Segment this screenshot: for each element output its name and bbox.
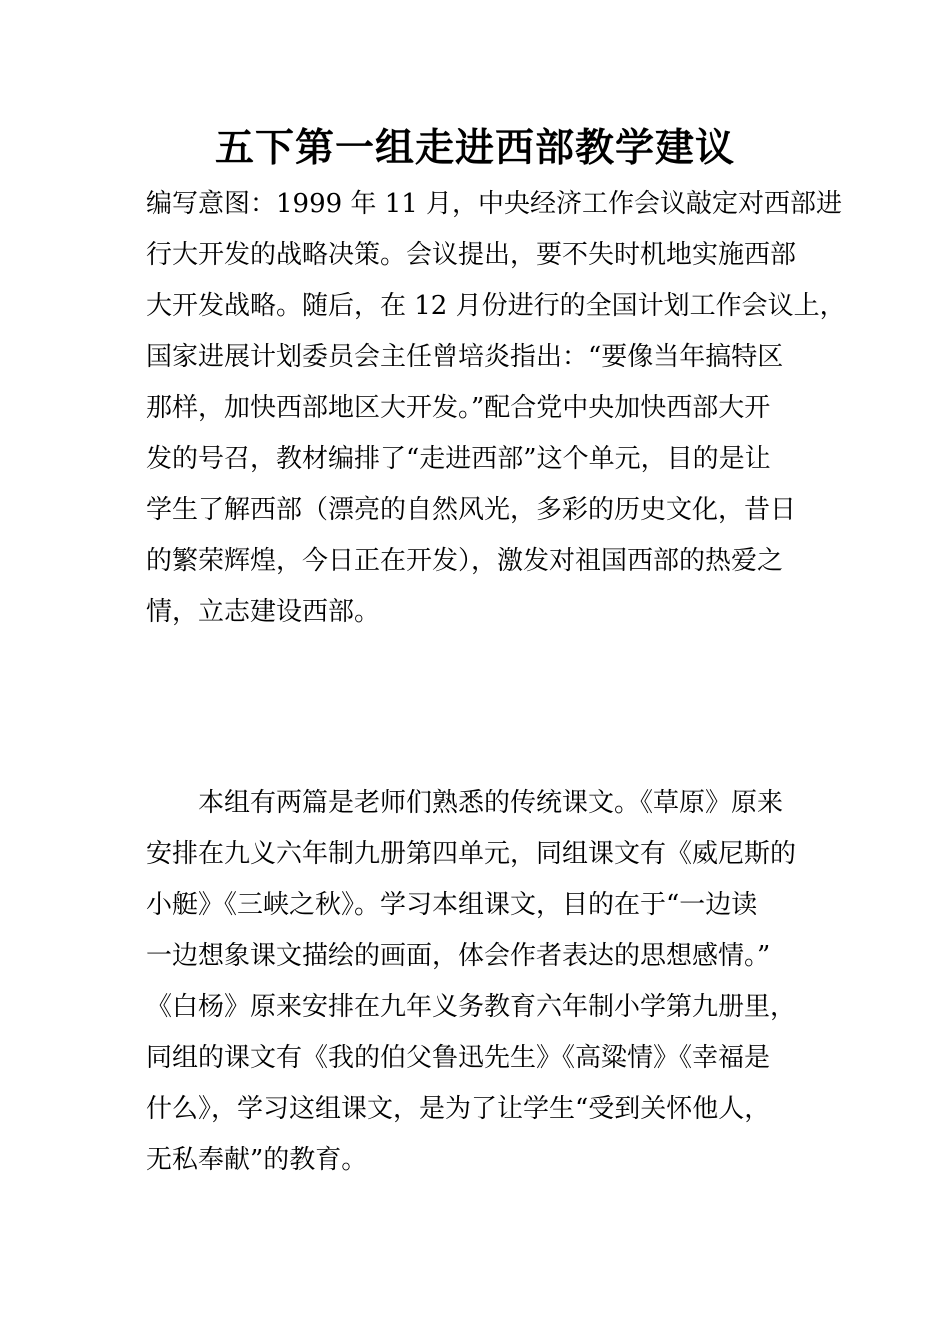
paragraph-line: 大开发战略。随后，在 12 月份进行的全国计划工作会议上， (146, 291, 846, 321)
paragraph-line: 发的号召，教材编排了“走进西部”这个单元，目的是让 (146, 444, 771, 474)
paragraph-line: 一边想象课文描绘的画面，体会作者表达的思想感情。” (146, 941, 771, 971)
paragraph-intent (146, 179, 846, 638)
paragraph-line: 编写意图：1999 年 11 月，中央经济工作会议敲定对西部进 (146, 189, 843, 219)
paragraph-line: 《白杨》原来安排在九年义务教育六年制小学第九册里， (146, 992, 797, 1022)
paragraph-line: 的繁荣辉煌，今日正在开发），激发对祖国西部的热爱之 (146, 546, 784, 576)
paragraph-line: 情，立志建设西部。 (146, 597, 381, 627)
paragraph-line: 那样，加快西部地区大开发。”配合党中央加快西部大开 (146, 393, 771, 423)
paragraph-line: 同组的课文有《我的伯父鲁迅先生》《高粱情》《幸福是 (146, 1043, 771, 1073)
paragraph-line: 本组有两篇是老师们熟悉的传统课文。《草原》原来 (146, 788, 784, 818)
paragraph-line: 行大开发的战略决策。会议提出，要不失时机地实施西部 (146, 240, 797, 270)
paragraph-line: 小艇》《三峡之秋》。学习本组课文，目的在于“一边读 (146, 890, 758, 920)
paragraph-lessons (146, 778, 811, 1186)
document-title: 五下第一组走进西部教学建议 (214, 126, 735, 171)
paragraph-line: 国家进展计划委员会主任曾培炎指出：“要像当年搞特区 (146, 342, 784, 372)
paragraph-line: 学生了解西部（漂亮的自然风光，多彩的历史文化，昔日 (146, 495, 797, 525)
paragraph-line: 无私奉献”的教育。 (146, 1145, 368, 1175)
paragraph-line: 安排在九义六年制九册第四单元，同组课文有《威尼斯的 (146, 839, 797, 869)
paragraph-line: 什么》，学习这组课文，是为了让学生“受到关怀他人， (146, 1094, 771, 1124)
